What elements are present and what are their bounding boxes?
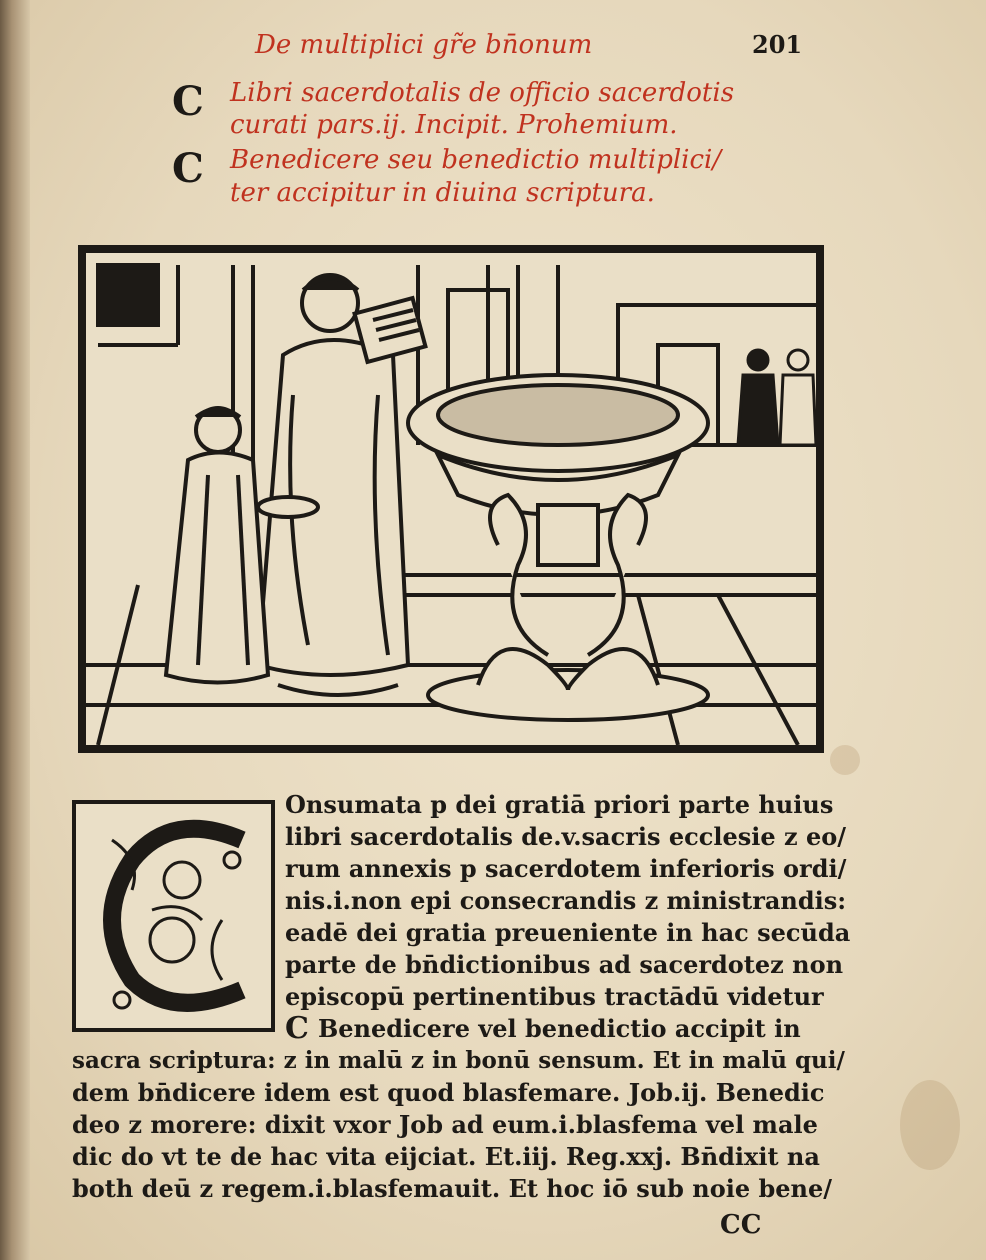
body-text-line: nis.i.non epi consecrandis z ministrandis:	[285, 886, 847, 915]
decorated-initial	[72, 800, 275, 1032]
running-title: De multiplici gr̃e bn̄onum	[255, 30, 593, 60]
subtitle-line: ter accipitur in diuina scriptura.	[230, 178, 655, 208]
body-text-line: Onsumata p dei gratiā priori parte huius	[285, 790, 834, 819]
body-text-line: deo z morere: dixit vxor Job ad eum.i.blasfema vel male	[72, 1110, 818, 1139]
pilcrow-mark: C	[172, 145, 204, 192]
body-text-line: dic do vt te de hac vita eijciat. Et.iij. Reg.xxj. Bn̄dixit na	[72, 1142, 820, 1171]
body-text-line: dem bn̄dicere idem est quod blasfemare. Job.ij. Benedic	[72, 1078, 825, 1107]
woodcut-scene-icon	[78, 245, 824, 753]
body-text-line: parte de bn̄dictionibus ad sacerdotez non	[285, 950, 844, 979]
paper-stain	[830, 745, 860, 775]
body-text-line: rum annexis p sacerdotem inferioris ordi/	[285, 854, 847, 883]
woodcut-illustration	[78, 245, 824, 753]
paragraph-mark: C	[285, 1011, 309, 1046]
decorated-initial-c-icon	[72, 800, 275, 1032]
body-text-line: libri sacerdotalis de.v.sacris ecclesie z eo/	[285, 822, 847, 851]
folio-number: 201	[752, 30, 803, 59]
signature-mark: CC	[720, 1210, 762, 1240]
book-binding-edge	[0, 0, 30, 1260]
body-text-line: episcopū pertinentibus tractādū videtur	[285, 982, 824, 1011]
title-line: curati pars.ij. Incipit. Prohemium.	[230, 110, 678, 140]
body-text-line: both deū z regem.i.blasfemauit. Et hoc iō sub noie bene/	[72, 1174, 833, 1203]
body-text-line: Benedicere vel benedictio accipit in	[318, 1014, 801, 1043]
pilcrow-mark: C	[172, 78, 204, 125]
body-text-line: eadē dei gratia preueniente in hac secūda	[285, 918, 851, 947]
paper-stain	[900, 1080, 960, 1170]
body-text-line: sacra scriptura: z in malū z in bonū sensum. Et in malū qui/	[72, 1047, 845, 1074]
subtitle-line: Benedicere seu benedictio multiplici/	[230, 145, 722, 175]
title-line: Libri sacerdotalis de officio sacerdotis	[230, 78, 735, 108]
